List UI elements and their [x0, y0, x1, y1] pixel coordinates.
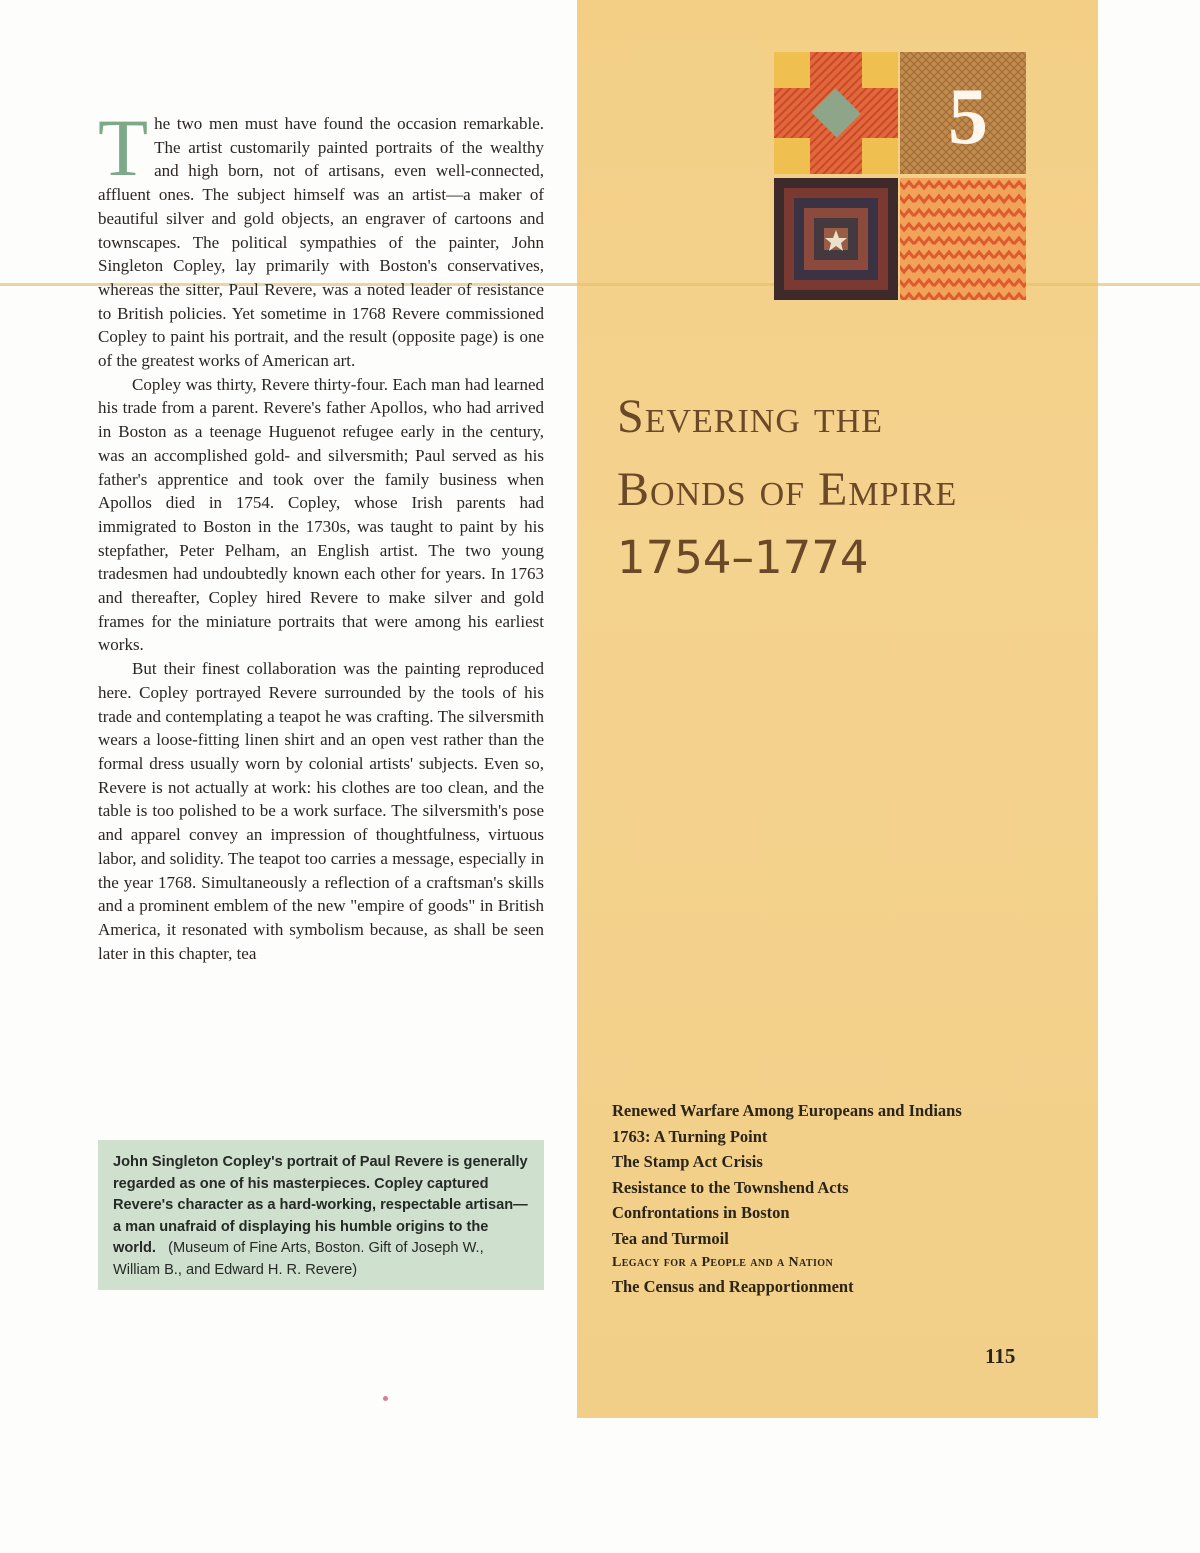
- paragraph-3: But their finest collaboration was the painting reproduced here. Copley portrayed Revere surrounded by the tools of his trade and contemplating a teapot he was crafting. The silversmith wears a loose-fitting linen shirt and an open vest rather than the formal dress usually worn by colonial artists' subjects. Even so, Revere is not actually at work: his clothes are too clean, and the table is too polished to be a work surface. The silversmith's pose and apparel convey an impression of thoughtfulness, virtuous labor, and solidity. The teapot too carries a message, especially in the year 1768. Simultaneously a reflection of a craftsman's skills and a prominent emblem of the new "empire of goods" in British America, it resonated with symbolism because, as shall be seen later in this chapter, tea: [98, 659, 544, 963]
- outline-item: Tea and Turmoil: [612, 1228, 729, 1248]
- outline-item: Resistance to the Townshend Acts: [612, 1177, 849, 1197]
- chapter-title-line-2: Bonds of Empire: [617, 463, 958, 516]
- caption-credit: (Museum of Fine Arts, Boston. Gift of Joseph W., William B., and Edward H. R. Revere): [113, 1240, 484, 1278]
- drop-cap: T: [98, 102, 149, 193]
- outline-item: The Stamp Act Crisis: [612, 1152, 763, 1172]
- legacy-title: The Census and Reapportionment: [612, 1276, 854, 1296]
- figure-caption: [98, 1140, 544, 1290]
- paragraph-1-text: he two men must have found the occasion remarkable. The artist customarily painted portraits of the wealthy and high born, not of artisans, even well-connected, affluent ones. The subject himself was an artist—a maker of beautiful silver and gold objects, an engraver of cartoons and townscapes. The political sympathies of the painter, John Singleton Copley, lay primarily with Boston's conservatives, whereas the sitter, Paul Revere, was a noted leader of resistance to British policies. Yet sometime in 1768 Revere commissioned Copley to paint his portrait, and the result (opposite page) is one of the greatest works of American art.: [98, 114, 544, 371]
- body-text: [98, 102, 544, 965]
- outline-item: 1763: A Turning Point: [612, 1126, 768, 1146]
- paragraph-1: [98, 102, 544, 373]
- page-number: 115: [985, 1344, 1016, 1368]
- legacy-heading: Legacy for a People and a Nation: [612, 1254, 834, 1270]
- outline-item: Renewed Warfare Among Europeans and Indians: [612, 1101, 962, 1120]
- outline-item: Confrontations in Boston: [612, 1203, 790, 1223]
- caption-main: John Singleton Copley's portrait of Paul Revere is generally regarded as one of his masterpieces. Copley captured Revere's character as a hard-working, respectable artisan—a man unafraid of displaying his humble origins to the world.: [113, 1154, 528, 1257]
- chapter-outline: [612, 1098, 1052, 1299]
- chapter-years: 1754–1774: [617, 531, 869, 584]
- paragraph-2: Copley was thirty, Revere thirty-four. Each man had learned his trade from a parent. Revere's father Apollos, who had arrived in Boston as a teenage Huguenot refugee early in the century, was an accomplished gold- and silversmith; Paul served as his father's apprentice and took over the family business when Apollos died in 1754. Copley, whose Irish parents had immigrated to Boston in the 1730s, was taught to paint by his stepfather, Peter Pelham, an English artist. The two young tradesmen had undoubtedly known each other for years. In 1763 and thereafter, Copley hired Revere to make silver and gold frames for the miniature portraits that were among his earliest works.: [98, 374, 544, 655]
- chapter-title-line-1: Severing the: [617, 390, 883, 443]
- scan-mark: [383, 1396, 388, 1401]
- chapter-number: 5: [948, 73, 988, 161]
